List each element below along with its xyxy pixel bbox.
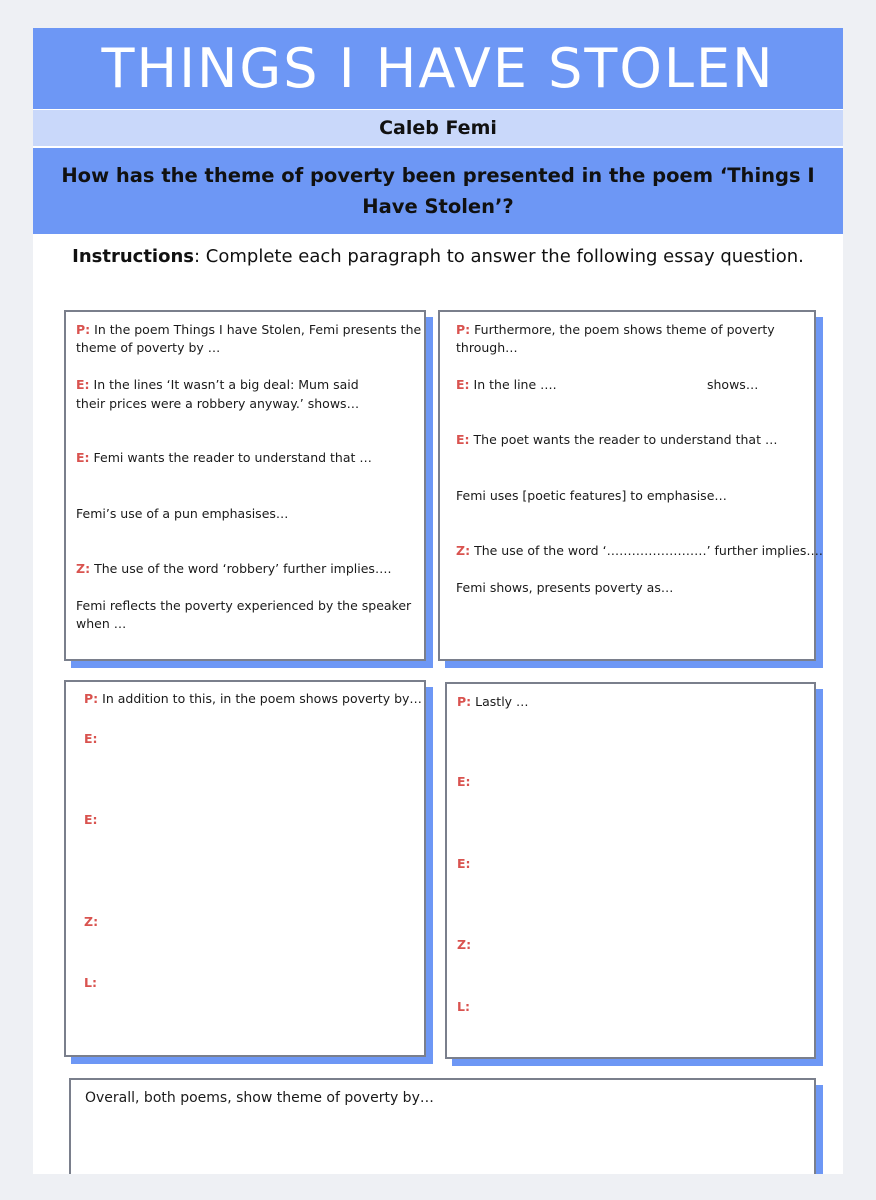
point-label: P: xyxy=(457,694,472,709)
author-banner xyxy=(33,110,843,146)
point-label: P: xyxy=(84,691,99,706)
box2-zoom-text: The use of the word ‘……………………’ further implies…. xyxy=(474,543,823,558)
point-label: P: xyxy=(456,322,471,337)
title-banner xyxy=(33,28,843,109)
box2-evidence-text: In the line …. xyxy=(473,377,557,392)
page-title: THINGS I HAVE STOLEN xyxy=(101,37,775,100)
instructions-label: Instructions xyxy=(72,246,195,267)
box2-point-cont: through… xyxy=(456,340,518,355)
box2-link-line: Femi shows, presents poverty as… xyxy=(456,580,674,595)
box1-evidence-cont: their prices were a robbery anyway.’ shows… xyxy=(76,396,360,411)
point-label: P: xyxy=(76,322,91,337)
box2-evidence-shows: shows… xyxy=(707,377,759,392)
box1-link-line: Femi reflects the poverty experienced by the speaker xyxy=(76,598,412,613)
paragraph-box-1[interactable] xyxy=(64,310,426,661)
box4-zoom-label: Z: xyxy=(457,937,472,952)
box3-zoom-label: Z: xyxy=(84,914,99,929)
essay-question: How has the theme of poverty been presented in the poem ‘Things I Have Stolen’? xyxy=(61,164,815,218)
box1-evidence-text: In the lines ‘It wasn’t a big deal: Mum said xyxy=(93,377,359,392)
box3-explain-label: E: xyxy=(84,812,98,827)
zoom-label: Z: xyxy=(76,561,91,576)
box2-features-line: Femi uses [poetic features] to emphasise… xyxy=(456,488,727,503)
box1-zoom-text: The use of the word ‘robbery’ further implies…. xyxy=(94,561,392,576)
box1-evidence-line xyxy=(76,376,359,394)
box1-point-line xyxy=(76,321,421,339)
author-name: Caleb Femi xyxy=(379,117,497,139)
box2-explain-line xyxy=(456,431,777,449)
box4-link-label: L: xyxy=(457,999,470,1014)
box2-zoom-line xyxy=(456,542,823,560)
box3-point-line xyxy=(84,690,422,708)
box3-link-label: L: xyxy=(84,975,97,990)
zoom-label: Z: xyxy=(456,543,471,558)
question-banner xyxy=(33,148,843,234)
box1-zoom-line xyxy=(76,560,391,578)
explain-label: E: xyxy=(456,432,470,447)
paragraph-box-2[interactable] xyxy=(438,310,823,661)
summary-box[interactable] xyxy=(69,1078,816,1174)
evidence-label: E: xyxy=(76,377,90,392)
box4-explain-label: E: xyxy=(457,856,471,871)
box1-link-cont: when … xyxy=(76,616,127,631)
evidence-label: E: xyxy=(456,377,470,392)
instructions-text: : Complete each paragraph to answer the following essay question. xyxy=(194,246,804,267)
box1-point-cont: theme of poverty by … xyxy=(76,340,221,355)
box1-explain-line xyxy=(76,449,372,467)
box3-point-text: In addition to this, in the poem shows poverty by… xyxy=(102,691,422,706)
paragraph-box-4[interactable] xyxy=(445,682,816,1059)
box4-point-line xyxy=(457,693,529,711)
box1-point-text: In the poem Things I have Stolen, Femi presents the xyxy=(94,322,422,337)
box4-evidence-label: E: xyxy=(457,774,471,789)
box1-pun-line: Femi’s use of a pun emphasises… xyxy=(76,506,289,521)
instructions xyxy=(33,246,843,267)
paragraph-box-3[interactable] xyxy=(64,680,426,1057)
box2-point-line xyxy=(456,321,775,339)
worksheet-page xyxy=(33,28,843,1174)
box2-explain-text: The poet wants the reader to understand that … xyxy=(473,432,778,447)
box1-explain-text: Femi wants the reader to understand that … xyxy=(93,450,372,465)
box2-evidence-line xyxy=(456,376,557,394)
summary-text: Overall, both poems, show theme of poverty by… xyxy=(85,1090,434,1106)
box3-evidence-label: E: xyxy=(84,731,98,746)
box2-point-text: Furthermore, the poem shows theme of poverty xyxy=(474,322,775,337)
box4-point-text: Lastly … xyxy=(475,694,529,709)
explain-label: E: xyxy=(76,450,90,465)
